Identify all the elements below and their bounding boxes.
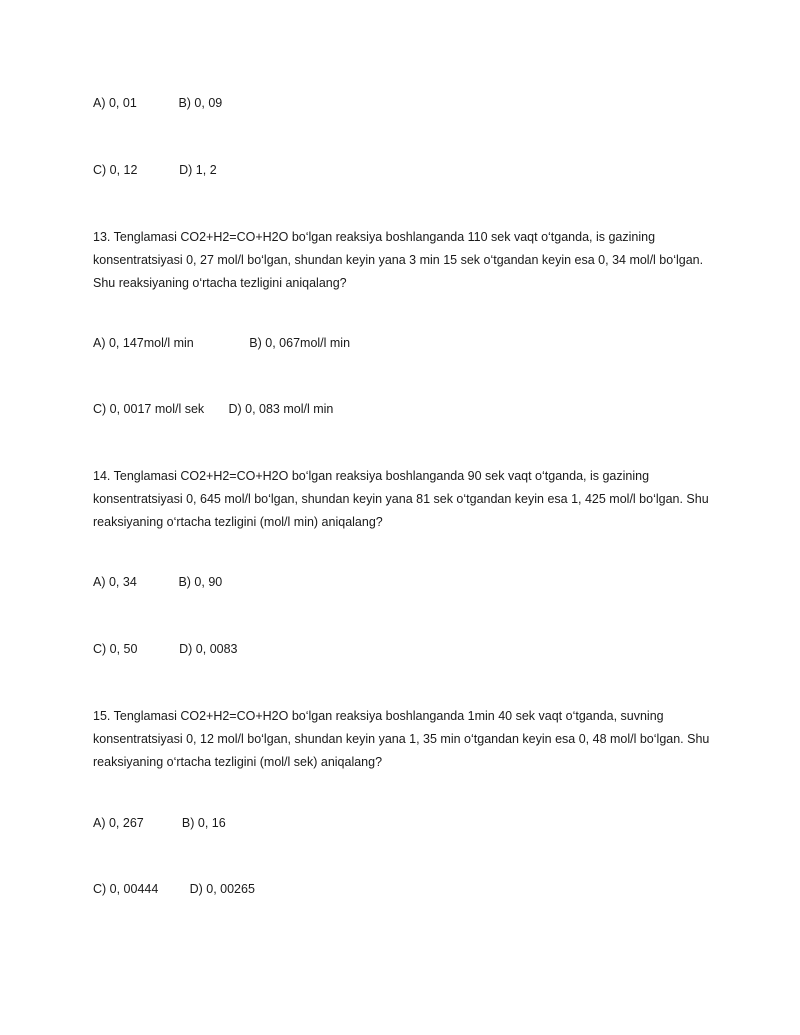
question-13-text: 13. Tenglamasi CO2+H2=CO+H2O bo‘lgan reaksiya boshlanganda 110 sek vaqt o‘tganda, is gazining konsentratsiyasi 0, 27 mol/l bo‘lgan, shundan keyin yana 3 min 15 sek o‘tgandan keyin esa 0, 34 mol/l bo‘lgan. Shu reaksiyaning o‘rtacha tezligini aniqalang? bbox=[93, 230, 704, 290]
question-13-options-cd: C) 0, 0017 mol/l sek D) 0, 083 mol/l min bbox=[93, 402, 334, 416]
question-15-text: 15. Tenglamasi CO2+H2=CO+H2O bo‘lgan reaksiya boshlanganda 1min 40 sek vaqt o‘tganda, suvning konsentratsiyasi 0, 12 mol/l bo‘lgan, shundan keyin yana 1, 35 min o‘tgandan keyin esa 0, 48 mol/l bo‘lgan. Shu reaksiyaning o‘rtacha tezligini (mol/l sek) aniqalang? bbox=[93, 709, 710, 769]
prev-options-ab: A) 0, 01 B) 0, 09 bbox=[93, 96, 223, 110]
question-15-options-ab: A) 0, 267 B) 0, 16 bbox=[93, 816, 226, 830]
question-14-options-cd: C) 0, 50 D) 0, 0083 bbox=[93, 642, 238, 656]
question-13-options-ab: A) 0, 147mol/l min B) 0, 067mol/l min bbox=[93, 336, 351, 350]
question-15-options-cd: C) 0, 00444 D) 0, 00265 bbox=[93, 882, 255, 896]
question-14-options-ab: A) 0, 34 B) 0, 90 bbox=[93, 575, 223, 589]
question-14-text: 14. Tenglamasi CO2+H2=CO+H2O bo‘lgan reaksiya boshlanganda 90 sek vaqt o‘tganda, is gazining konsentratsiyasi 0, 645 mol/l bo‘lgan, shundan keyin yana 81 sek o‘tgandan keyin esa 1, 425 mol/l bo‘lgan. Shu reaksiyaning o‘rtacha tezligini (mol/l min) aniqalang? bbox=[93, 469, 709, 529]
prev-options-cd: C) 0, 12 D) 1, 2 bbox=[93, 163, 217, 177]
